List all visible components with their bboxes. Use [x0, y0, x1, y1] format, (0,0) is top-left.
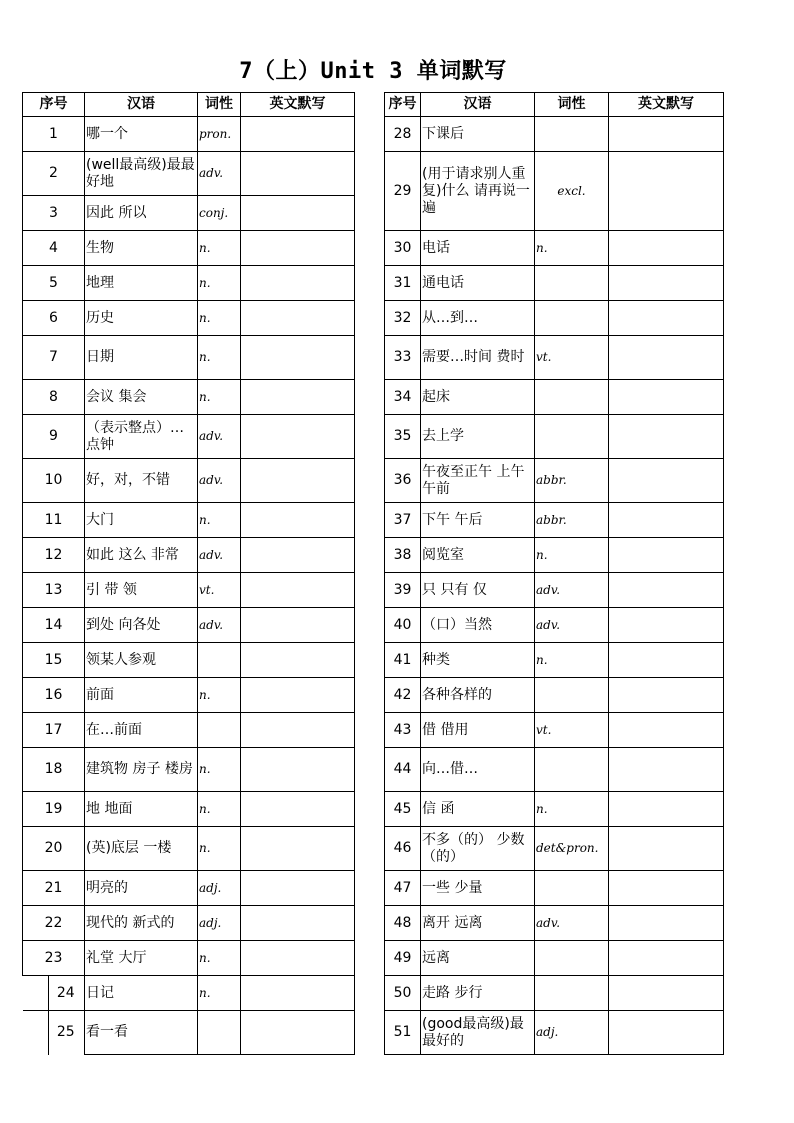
table-row	[23, 871, 355, 906]
row-number: 10	[23, 459, 85, 503]
row-number: 20	[23, 827, 85, 871]
row-number: 16	[23, 678, 85, 713]
table-row	[23, 643, 355, 678]
english-answer-cell[interactable]	[241, 573, 355, 608]
chinese-term: (英)底层 一楼	[85, 827, 198, 871]
chinese-term: (good最高级)最最好的	[421, 1011, 535, 1055]
chinese-term: 看一看	[85, 1011, 198, 1055]
header-chinese: 汉语	[421, 93, 535, 117]
header-pos: 词性	[535, 93, 609, 117]
chinese-term: 起床	[421, 380, 535, 415]
table-row	[385, 573, 724, 608]
row-number: 23	[23, 941, 85, 976]
english-answer-cell[interactable]	[609, 573, 724, 608]
header-pos: 词性	[198, 93, 241, 117]
chinese-term: 下课后	[421, 117, 535, 152]
table-row	[385, 941, 724, 976]
table-row	[385, 748, 724, 792]
table-row	[23, 713, 355, 748]
english-answer-cell[interactable]	[609, 748, 724, 792]
table-row	[385, 827, 724, 871]
english-answer-cell[interactable]	[241, 941, 355, 976]
english-answer-cell[interactable]	[609, 713, 724, 748]
table-row	[385, 608, 724, 643]
english-answer-cell[interactable]	[609, 266, 724, 301]
table-row	[385, 152, 724, 231]
part-of-speech: det&pron.	[535, 827, 609, 871]
english-answer-cell[interactable]	[241, 906, 355, 941]
english-answer-cell[interactable]	[609, 231, 724, 266]
table-row	[385, 976, 724, 1011]
english-answer-cell[interactable]	[241, 196, 355, 231]
row-number: 22	[23, 906, 85, 941]
chinese-term: 向…借…	[421, 748, 535, 792]
row-number: 41	[385, 643, 421, 678]
table-row	[23, 380, 355, 415]
row-number: 43	[385, 713, 421, 748]
part-of-speech	[198, 643, 241, 678]
part-of-speech: n.	[198, 748, 241, 792]
english-answer-cell[interactable]	[609, 152, 724, 231]
part-of-speech: n.	[198, 827, 241, 871]
row-number: 3	[23, 196, 85, 231]
chinese-term: 因此 所以	[85, 196, 198, 231]
left-vocab-table	[22, 92, 355, 1055]
table-row	[23, 231, 355, 266]
chinese-term: 只 只有 仅	[421, 573, 535, 608]
row-number: 12	[23, 538, 85, 573]
row-number: 44	[385, 748, 421, 792]
english-answer-cell[interactable]	[609, 871, 724, 906]
part-of-speech: n.	[198, 301, 241, 336]
chinese-term: 走路 步行	[421, 976, 535, 1011]
chinese-term: 去上学	[421, 415, 535, 459]
chinese-term: 如此 这么 非常	[85, 538, 198, 573]
english-answer-cell[interactable]	[241, 336, 355, 380]
english-answer-cell[interactable]	[241, 538, 355, 573]
part-of-speech: abbr.	[535, 503, 609, 538]
row-number: 17	[23, 713, 85, 748]
table-row	[385, 1011, 724, 1055]
english-answer-cell[interactable]	[609, 792, 724, 827]
row-number: 25	[23, 1011, 85, 1055]
chinese-term: （口）当然	[421, 608, 535, 643]
part-of-speech: n.	[535, 538, 609, 573]
english-answer-cell[interactable]	[609, 503, 724, 538]
chinese-term: 地 地面	[85, 792, 198, 827]
chinese-term: 借 借用	[421, 713, 535, 748]
table-row	[385, 415, 724, 459]
part-of-speech: vt.	[535, 713, 609, 748]
chinese-term: 从…到…	[421, 301, 535, 336]
row-number: 4	[23, 231, 85, 266]
row-number: 33	[385, 336, 421, 380]
row-number: 9	[23, 415, 85, 459]
english-answer-cell[interactable]	[609, 827, 724, 871]
table-row	[385, 459, 724, 503]
table-row	[23, 459, 355, 503]
english-answer-cell[interactable]	[241, 503, 355, 538]
part-of-speech: pron.	[198, 117, 241, 152]
part-of-speech: adv.	[198, 538, 241, 573]
chinese-term: 种类	[421, 643, 535, 678]
chinese-term: 领某人参观	[85, 643, 198, 678]
row-number: 6	[23, 301, 85, 336]
table-row	[385, 713, 724, 748]
chinese-term: 前面	[85, 678, 198, 713]
english-answer-cell[interactable]	[609, 538, 724, 573]
table-row	[385, 380, 724, 415]
chinese-term: 远离	[421, 941, 535, 976]
english-answer-cell[interactable]	[241, 713, 355, 748]
table-header-row	[385, 93, 724, 117]
row-number: 45	[385, 792, 421, 827]
part-of-speech: adv.	[198, 415, 241, 459]
table-row	[23, 152, 355, 196]
table-row	[23, 538, 355, 573]
part-of-speech: n.	[198, 231, 241, 266]
row-number: 14	[23, 608, 85, 643]
table-row	[385, 906, 724, 941]
table-row	[385, 117, 724, 152]
english-answer-cell[interactable]	[241, 117, 355, 152]
row-number: 51	[385, 1011, 421, 1055]
table-row	[23, 608, 355, 643]
part-of-speech: adv.	[535, 906, 609, 941]
english-answer-cell[interactable]	[609, 415, 724, 459]
table-row	[23, 301, 355, 336]
part-of-speech: vt.	[535, 336, 609, 380]
row-number: 50	[385, 976, 421, 1011]
part-of-speech: adv.	[198, 459, 241, 503]
english-answer-cell[interactable]	[241, 608, 355, 643]
english-answer-cell[interactable]	[241, 231, 355, 266]
part-of-speech: n.	[198, 941, 241, 976]
chinese-term: 不多（的） 少数（的）	[421, 827, 535, 871]
row-number: 11	[23, 503, 85, 538]
row-number: 15	[23, 643, 85, 678]
table-row	[23, 117, 355, 152]
table-row	[23, 748, 355, 792]
english-answer-cell[interactable]	[609, 117, 724, 152]
row-number: 21	[23, 871, 85, 906]
header-english: 英文默写	[241, 93, 355, 117]
part-of-speech: n.	[198, 678, 241, 713]
part-of-speech	[535, 266, 609, 301]
header-num: 序号	[385, 93, 421, 117]
english-answer-cell[interactable]	[609, 941, 724, 976]
row-number: 13	[23, 573, 85, 608]
english-answer-cell[interactable]	[609, 459, 724, 503]
part-of-speech: conj.	[198, 196, 241, 231]
english-answer-cell[interactable]	[241, 976, 355, 1011]
english-answer-cell[interactable]	[241, 380, 355, 415]
part-of-speech: n.	[198, 976, 241, 1011]
row-number: 2	[23, 152, 85, 196]
part-of-speech: n.	[535, 231, 609, 266]
part-of-speech: adv.	[535, 608, 609, 643]
row-number: 34	[385, 380, 421, 415]
row-number: 40	[385, 608, 421, 643]
row-number: 19	[23, 792, 85, 827]
chinese-term: 历史	[85, 301, 198, 336]
english-answer-cell[interactable]	[609, 906, 724, 941]
part-of-speech	[535, 976, 609, 1011]
row-number: 36	[385, 459, 421, 503]
part-of-speech: abbr.	[535, 459, 609, 503]
english-answer-cell[interactable]	[241, 459, 355, 503]
part-of-speech	[535, 678, 609, 713]
table-row	[23, 573, 355, 608]
table-row	[385, 503, 724, 538]
english-answer-cell[interactable]	[241, 643, 355, 678]
english-answer-cell[interactable]	[241, 792, 355, 827]
row-number: 24	[23, 976, 85, 1011]
row-number: 1	[23, 117, 85, 152]
chinese-term: 会议 集会	[85, 380, 198, 415]
part-of-speech: excl.	[535, 152, 609, 231]
row-number: 35	[385, 415, 421, 459]
part-of-speech	[535, 748, 609, 792]
chinese-term: 信 函	[421, 792, 535, 827]
chinese-term: 阅览室	[421, 538, 535, 573]
table-row	[23, 1011, 355, 1055]
table-row	[23, 941, 355, 976]
part-of-speech: n.	[198, 336, 241, 380]
part-of-speech: adv.	[198, 152, 241, 196]
row-number: 38	[385, 538, 421, 573]
table-row	[23, 792, 355, 827]
table-row	[23, 196, 355, 231]
table-row	[23, 415, 355, 459]
chinese-term: 引 带 领	[85, 573, 198, 608]
part-of-speech: adv.	[198, 608, 241, 643]
table-row	[23, 336, 355, 380]
chinese-term: 明亮的	[85, 871, 198, 906]
chinese-term: 下午 午后	[421, 503, 535, 538]
header-english: 英文默写	[609, 93, 724, 117]
part-of-speech	[535, 415, 609, 459]
english-answer-cell[interactable]	[241, 827, 355, 871]
table-row	[23, 503, 355, 538]
page-title: 7（上）Unit 3 单词默写	[239, 59, 507, 84]
english-answer-cell[interactable]	[241, 415, 355, 459]
chinese-term: 电话	[421, 231, 535, 266]
part-of-speech: vt.	[198, 573, 241, 608]
table-row	[385, 643, 724, 678]
header-chinese: 汉语	[85, 93, 198, 117]
row-number: 28	[385, 117, 421, 152]
chinese-term: （表示整点）…点钟	[85, 415, 198, 459]
part-of-speech	[198, 1011, 241, 1055]
english-answer-cell[interactable]	[609, 336, 724, 380]
header-num: 序号	[23, 93, 85, 117]
english-answer-cell[interactable]	[241, 152, 355, 196]
row-number: 32	[385, 301, 421, 336]
table-row	[385, 678, 724, 713]
chinese-term: 地理	[85, 266, 198, 301]
part-of-speech: n.	[198, 380, 241, 415]
chinese-term: 日记	[85, 976, 198, 1011]
chinese-term: 生物	[85, 231, 198, 266]
table-row	[385, 231, 724, 266]
row-number: 46	[385, 827, 421, 871]
part-of-speech	[535, 871, 609, 906]
chinese-term: 需要…时间 费时	[421, 336, 535, 380]
english-answer-cell[interactable]	[609, 643, 724, 678]
part-of-speech: adj.	[198, 906, 241, 941]
row-number: 30	[385, 231, 421, 266]
part-of-speech: n.	[198, 503, 241, 538]
row-number: 47	[385, 871, 421, 906]
chinese-term: 到处 向各处	[85, 608, 198, 643]
chinese-term: (well最高级)最最好地	[85, 152, 198, 196]
part-of-speech	[535, 941, 609, 976]
row-number: 18	[23, 748, 85, 792]
row-number: 42	[385, 678, 421, 713]
chinese-term: 各种各样的	[421, 678, 535, 713]
part-of-speech: n.	[198, 266, 241, 301]
chinese-term: 日期	[85, 336, 198, 380]
part-of-speech: n.	[535, 792, 609, 827]
row-number: 49	[385, 941, 421, 976]
english-answer-cell[interactable]	[241, 1011, 355, 1055]
row-number: 39	[385, 573, 421, 608]
row-number: 31	[385, 266, 421, 301]
english-answer-cell[interactable]	[609, 1011, 724, 1055]
table-row	[385, 266, 724, 301]
part-of-speech	[535, 380, 609, 415]
chinese-term: 大门	[85, 503, 198, 538]
table-row	[385, 792, 724, 827]
english-answer-cell[interactable]	[241, 678, 355, 713]
chinese-term: 午夜至正午 上午 午前	[421, 459, 535, 503]
row-number: 29	[385, 152, 421, 231]
part-of-speech: n.	[535, 643, 609, 678]
table-row	[23, 906, 355, 941]
english-answer-cell[interactable]	[609, 608, 724, 643]
chinese-term: 通电话	[421, 266, 535, 301]
chinese-term: 现代的 新式的	[85, 906, 198, 941]
row-number: 37	[385, 503, 421, 538]
chinese-term: 建筑物 房子 楼房	[85, 748, 198, 792]
part-of-speech	[535, 117, 609, 152]
english-answer-cell[interactable]	[241, 871, 355, 906]
part-of-speech: adj.	[198, 871, 241, 906]
table-row	[23, 678, 355, 713]
table-row	[385, 336, 724, 380]
part-of-speech	[535, 301, 609, 336]
part-of-speech: adv.	[535, 573, 609, 608]
table-row	[23, 266, 355, 301]
english-answer-cell[interactable]	[609, 976, 724, 1011]
part-of-speech: adj.	[535, 1011, 609, 1055]
chinese-term: 礼堂 大厅	[85, 941, 198, 976]
chinese-term: 哪一个	[85, 117, 198, 152]
english-answer-cell[interactable]	[241, 748, 355, 792]
table-row	[385, 871, 724, 906]
row-number: 7	[23, 336, 85, 380]
row-number: 5	[23, 266, 85, 301]
table-row	[385, 538, 724, 573]
table-row	[385, 301, 724, 336]
right-vocab-table	[384, 92, 724, 1055]
english-answer-cell[interactable]	[609, 301, 724, 336]
chinese-term: 离开 远离	[421, 906, 535, 941]
english-answer-cell[interactable]	[609, 380, 724, 415]
row-number: 8	[23, 380, 85, 415]
english-answer-cell[interactable]	[609, 678, 724, 713]
part-of-speech: n.	[198, 792, 241, 827]
table-row	[23, 976, 355, 1011]
table-row	[23, 827, 355, 871]
chinese-term: 好，对，不错	[85, 459, 198, 503]
part-of-speech	[198, 713, 241, 748]
row-number: 48	[385, 906, 421, 941]
chinese-term: (用于请求别人重复)什么 请再说一遍	[421, 152, 535, 231]
chinese-term: 在…前面	[85, 713, 198, 748]
english-answer-cell[interactable]	[241, 301, 355, 336]
chinese-term: 一些 少量	[421, 871, 535, 906]
english-answer-cell[interactable]	[241, 266, 355, 301]
table-header-row	[23, 93, 355, 117]
